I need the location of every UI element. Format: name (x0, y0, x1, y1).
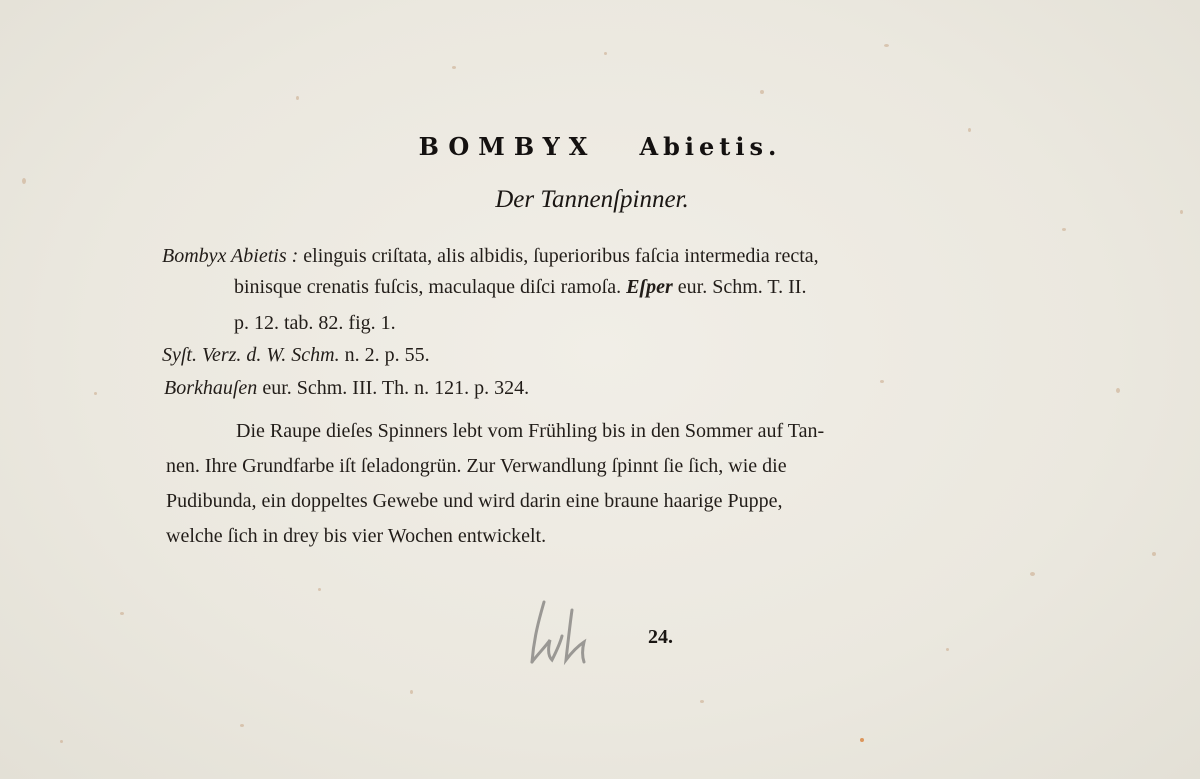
paper-fleck (880, 380, 884, 383)
paper-fleck (22, 178, 26, 184)
paper-fleck (884, 44, 889, 47)
paper-fleck (120, 612, 124, 615)
pencil-mark-signature (526, 596, 590, 668)
paper-fleck (60, 740, 63, 743)
syst-verz-title: Syſt. Verz. d. W. Schm. (162, 344, 340, 366)
paper-fleck (1062, 228, 1066, 231)
description-line-1: Die Raupe dieſes Spinners lebt vom Frühling bis in den Sommer auf Tan- (236, 420, 825, 442)
description-line-3: Pudibunda, ein doppeltes Gewebe und wird darin eine braune haarige Puppe, (166, 490, 783, 512)
paper-fleck (700, 700, 704, 703)
borkhausen-reference: eur. Schm. III. Th. n. 121. p. 324. (257, 377, 530, 399)
paper-fleck (1116, 388, 1120, 393)
paper-fleck (240, 724, 244, 727)
species-name: Bombyx Abietis : (162, 245, 299, 267)
paper-fleck (1152, 552, 1156, 556)
author-borkhausen: Borkhauſen (164, 377, 258, 399)
page-subtitle: Der Tannenſpinner. (495, 186, 689, 213)
paper-fleck (1030, 572, 1035, 576)
paper-fleck (452, 66, 456, 69)
synonymy-line-3 (234, 312, 396, 335)
paper-fleck (410, 690, 413, 694)
species-diagnosis: elinguis criſtata, alis albidis, ſuperioribus faſcia intermedia recta, (298, 245, 819, 267)
esper-reference: eur. Schm. T. II. (672, 276, 807, 298)
syst-verz-reference: n. 2. p. 55. (339, 344, 430, 366)
description-line-4: welche ſich in drey bis vier Wochen entwickelt. (166, 525, 547, 547)
title-genus: BOMBYX (418, 132, 597, 161)
author-esper: Eſper (626, 276, 673, 298)
synonymy-line-5 (164, 377, 529, 400)
synonymy-line-1 (162, 245, 819, 268)
species-diagnosis-cont: binisque crenatis fuſcis, maculaque diſci ramoſa. (234, 276, 627, 298)
page-title (0, 132, 1200, 161)
paper-fleck (296, 96, 299, 100)
plate-reference: p. 12. tab. 82. fig. 1. (234, 312, 396, 334)
page-number: 24. (648, 626, 673, 648)
synonymy-line-2 (234, 276, 806, 299)
paper-fleck (946, 648, 949, 651)
paper-fleck (94, 392, 97, 395)
paper-fleck (760, 90, 764, 94)
paper-fleck (604, 52, 607, 55)
description-line-2: nen. Ihre Grundfarbe iſt ſeladongrün. Zur Verwandlung ſpinnt ſie ſich, wie die (166, 455, 787, 477)
synonymy-line-4 (162, 344, 430, 367)
title-species: Abietis. (639, 132, 782, 161)
paper-fleck (318, 588, 321, 591)
paper-fleck (860, 738, 864, 742)
